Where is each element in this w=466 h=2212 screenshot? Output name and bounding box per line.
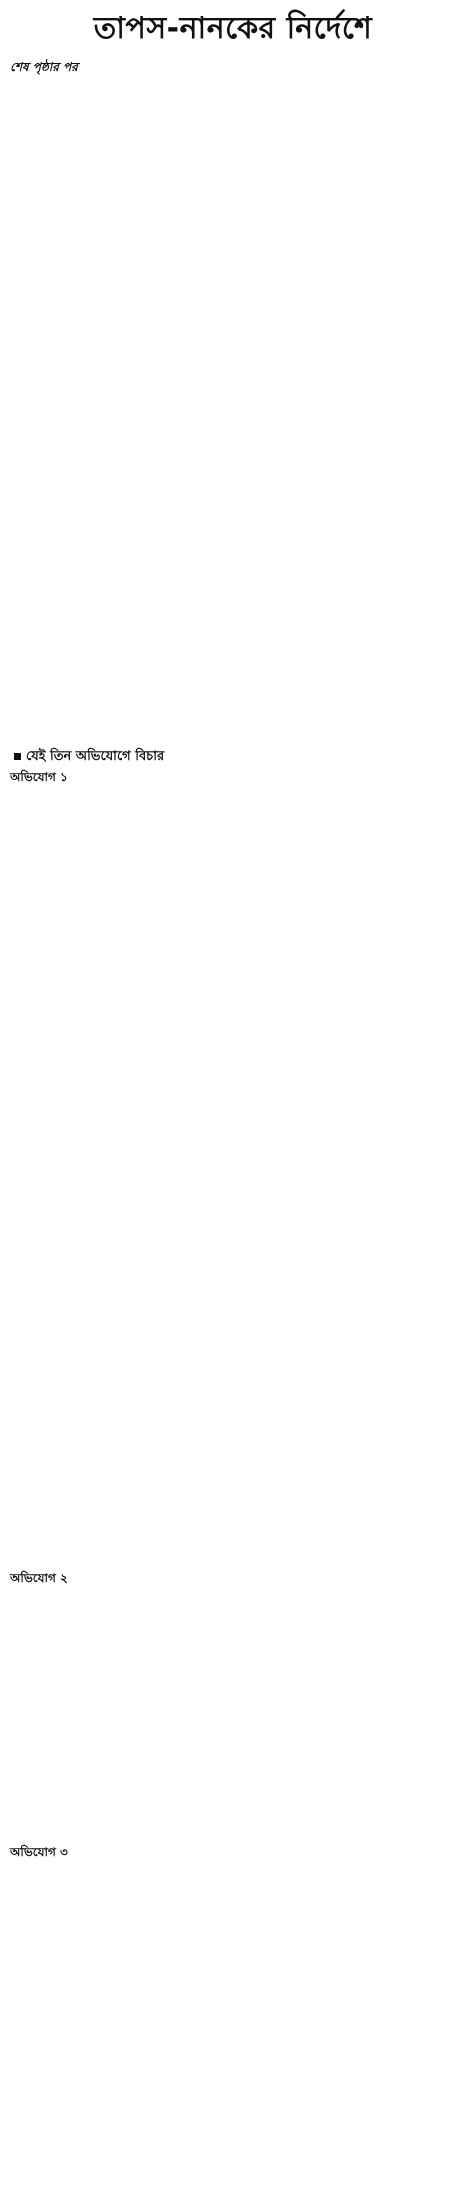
body-paragraph [10,1861,456,2014]
body-paragraph [10,2116,456,2184]
section-heading [10,747,456,767]
body-paragraph [10,148,456,301]
body-paragraph [10,786,456,888]
charge-label: অভিযোগ ১ [10,770,68,784]
body-paragraph [10,641,456,743]
body-paragraph [10,80,456,148]
heading-bullet-icon [14,753,21,760]
body-paragraph [10,1740,456,1842]
body-paragraph [10,1415,456,1568]
section-heading-text: যেই তিন অভিযোগে বিচার [26,749,165,764]
body-paragraph [10,488,456,641]
body-paragraph [10,1228,456,1415]
continued-from-tag: শেষ পৃষ্ঠার পর [10,60,78,74]
body-paragraph [10,2014,456,2116]
body-paragraph [10,1587,456,1740]
charge-label: অভিযোগ ২ [10,1571,68,1585]
headline: তাপস-নানকের নির্দেশে [93,11,373,46]
charge-label: অভিযোগ ৩ [10,1845,68,1859]
body-paragraph [10,1075,456,1228]
body-paragraph [10,888,456,1075]
body-paragraph [10,301,456,488]
